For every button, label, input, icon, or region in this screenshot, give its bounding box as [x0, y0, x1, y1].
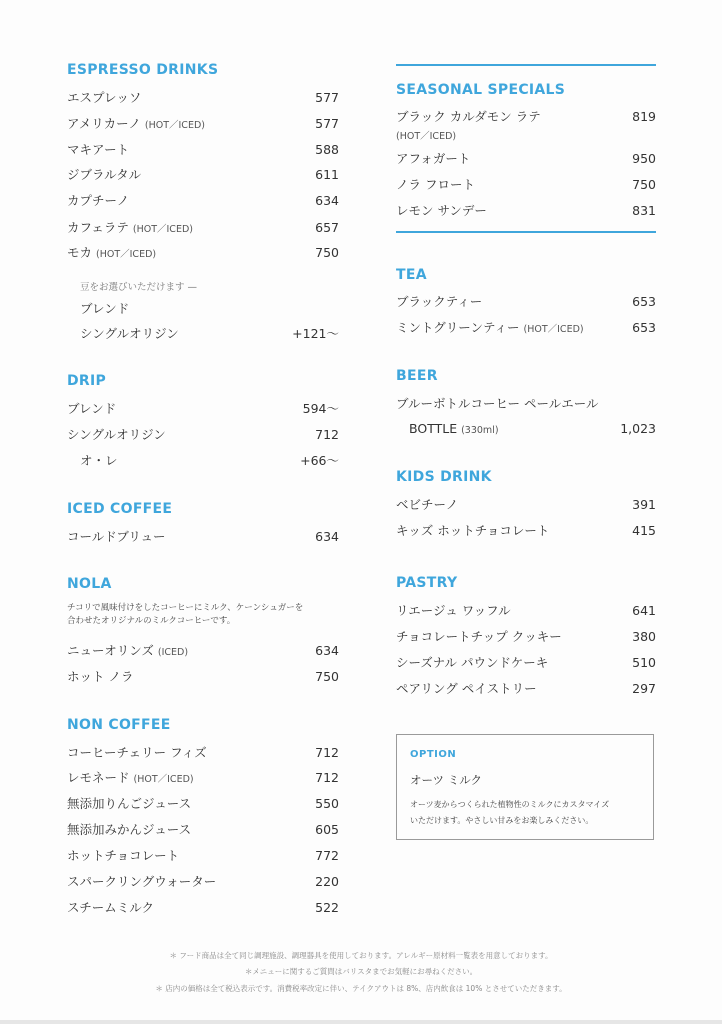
menu-item: シングルオリジン 712 [67, 427, 339, 442]
menu-item: スパークリングウォーター 220 [67, 874, 339, 889]
menu-item: コーヒーチェリー フィズ 712 [67, 745, 339, 760]
menu-item: レモン サンデー 831 [396, 203, 656, 218]
menu-item: モカ (HOT／ICED) 750 [67, 245, 339, 260]
section-title-seasonal: SEASONAL SPECIALS [396, 82, 566, 98]
section-title-iced-coffee: ICED COFFEE [67, 501, 173, 517]
section-title-kids: KIDS DRINK [396, 469, 492, 485]
footer-note: ＊ 店内の価格は全て税込表示です。消費税率改定に伴い、テイクアウトは 8%、店内飲食は 10% とさせていただきます。 [155, 984, 567, 993]
menu-item: リエージュ ワッフル 641 [396, 603, 656, 618]
menu-item: 無添加りんごジュース 550 [67, 796, 339, 811]
section-title-pastry: PASTRY [396, 575, 458, 591]
menu-item: チョコレートチップ クッキー 380 [396, 629, 656, 644]
section-title-espresso: ESPRESSO DRINKS [67, 62, 219, 78]
section-title-tea: TEA [396, 267, 427, 283]
menu-item: BOTTLE (330ml) 1,023 [409, 421, 656, 436]
menu-item: ノラ フロート 750 [396, 177, 656, 192]
option-item: オーツ ミルク [410, 773, 482, 787]
menu-item: アフォガート 950 [396, 151, 656, 166]
menu-item: ペアリング ペイストリー 297 [396, 681, 656, 696]
section-title-drip: DRIP [67, 373, 107, 389]
menu-item: マキアート 588 [67, 142, 339, 157]
menu-item: カフェラテ (HOT／ICED) 657 [67, 220, 339, 235]
menu-item: ニューオリンズ (ICED) 634 [67, 643, 339, 658]
page-edge [0, 1020, 722, 1024]
menu-item: ブラック カルダモン ラテ 819 [396, 109, 656, 124]
menu-item: ホット ノラ 750 [67, 669, 339, 684]
section-divider [396, 64, 656, 66]
option-description: オーツ麦からつくられた植物性のミルクにカスタマイズ いただけます。やさしい甘みをお楽しみください。 [410, 800, 610, 825]
menu-item: シーズナル パウンドケーキ 510 [396, 655, 656, 670]
menu-item: ブレンド 594〜 [67, 401, 339, 416]
menu-item: スチームミルク 522 [67, 900, 339, 915]
menu-item: ジブラルタル 611 [67, 167, 339, 182]
menu-item: ブレンド [80, 301, 130, 316]
menu-item: コールドブリュー 634 [67, 529, 339, 544]
section-title-beer: BEER [396, 368, 438, 384]
menu-item: キッズ ホットチョコレート 415 [396, 523, 656, 538]
menu-item: ミントグリーンティー (HOT／ICED) 653 [396, 320, 656, 335]
nola-description: チコリで風味付けをしたコーヒーにミルク、ケーンシュガーを 合わせたオリジナルのミルクコーヒーです。 [67, 603, 304, 626]
section-divider [396, 231, 656, 233]
menu-item: ホットチョコレート 772 [67, 848, 339, 863]
menu-item-sub: (HOT／ICED) [396, 131, 457, 142]
menu-item: カプチーノ 634 [67, 193, 339, 208]
option-box [396, 734, 654, 840]
menu-item: ブラックティー 653 [396, 294, 656, 309]
footer-note: ＊ フード商品は全て同じ調理施設、調理器具を使用しております。アレルギー原材料一覧表を用意しております。 [169, 951, 553, 960]
menu-item: シングルオリジン +121〜 [80, 326, 339, 341]
menu-item: アメリカーノ (HOT／ICED) 577 [67, 116, 339, 131]
menu-item: ブルーボトルコーヒー ペールエール [396, 396, 599, 411]
section-title-non-coffee: NON COFFEE [67, 717, 171, 733]
menu-item: 無添加みかんジュース 605 [67, 822, 339, 837]
menu-item: エスプレッソ 577 [67, 90, 339, 105]
option-title: OPTION [410, 749, 457, 760]
section-title-nola: NOLA [67, 576, 112, 592]
footer-note: ＊メニューに関するご質問はバリスタまでお気軽にお尋ねください。 [244, 967, 478, 976]
menu-item: オ・レ +66〜 [80, 453, 339, 468]
bean-note: 豆をお選びいただけます — [80, 282, 198, 293]
menu-item: ベビチーノ 391 [396, 497, 656, 512]
menu-item: レモネード (HOT／ICED) 712 [67, 770, 339, 785]
